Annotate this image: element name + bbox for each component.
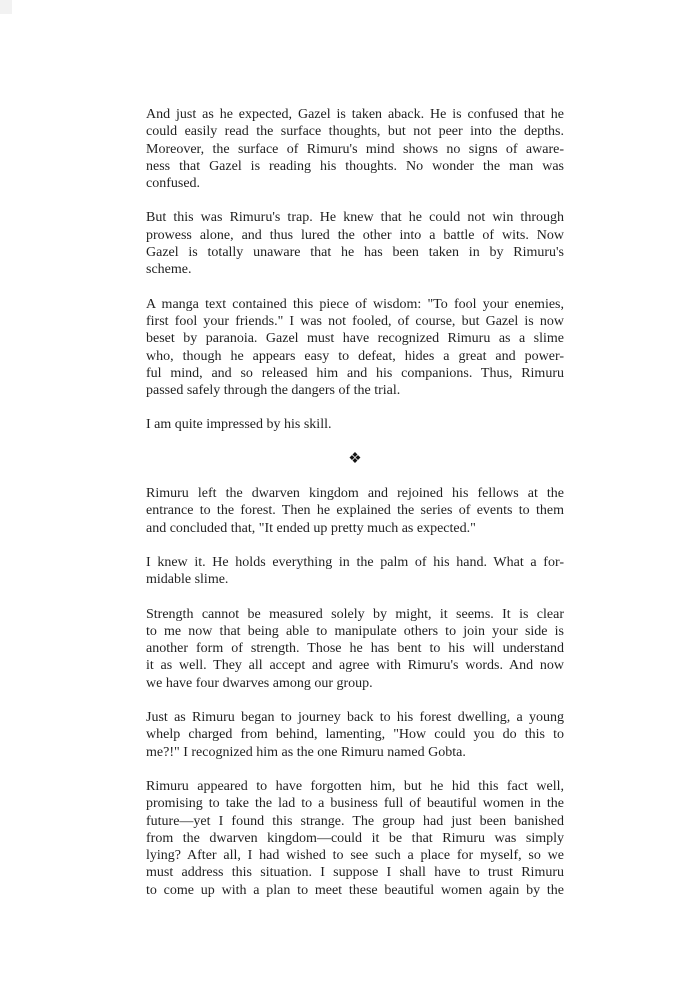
text-line: passed safely through the dangers of the trial. (146, 383, 401, 399)
text-line: first fool your friends." I was not fooled, of course, but Gazel is now (146, 313, 564, 329)
text-line: entrance to the forest. Then he explained the series of events to them (146, 503, 564, 519)
text-line: I am quite impressed by his skill. (146, 417, 332, 433)
text-line: from the dwarven kingdom—could it be that Rimuru was simply (146, 830, 564, 846)
text-line: and concluded that, "It ended up pretty much as expected." (146, 520, 476, 536)
text-line: we have four dwarves among our group. (146, 675, 373, 691)
paragraph (146, 416, 564, 433)
text-line: must address this situation. I suppose I shall have to trust Rimuru (146, 865, 564, 881)
text-line: confused. (146, 176, 201, 192)
text-line: But this was Rimuru's trap. He knew that he could not win through (146, 210, 564, 226)
corner-artifact (0, 0, 12, 14)
text-line: whelp charged from behind, lamenting, "How could you do this to (146, 727, 564, 743)
text-line: to me now that being able to manipulate others to join your side is (146, 623, 564, 639)
text-line: Rimuru appeared to have forgotten him, but he hid this fact well, (146, 778, 564, 794)
text-line: ful mind, and so released him and his companions. Thus, Rimuru (146, 365, 564, 381)
text-line: Just as Rimuru began to journey back to his forest dwelling, a young (146, 710, 564, 726)
text-line: Strength cannot be measured solely by might, it seems. It is clear (146, 606, 564, 622)
book-page-text (146, 106, 564, 916)
text-line: beset by paranoia. Gazel must have recognized Rimuru as a slime (146, 331, 564, 347)
paragraph (146, 778, 564, 899)
text-line: future—yet I found this strange. The group had just been banished (146, 813, 564, 829)
text-line: lying? After all, I had wished to see such a place for myself, so we (146, 848, 564, 864)
section-divider-ornament: ❖ (348, 450, 362, 467)
paragraph (146, 485, 564, 537)
paragraph (146, 296, 564, 400)
paragraph (146, 106, 564, 192)
text-line: A manga text contained this piece of wisdom: "To fool your enemies, (146, 296, 564, 312)
paragraph (146, 554, 564, 589)
text-line: And just as he expected, Gazel is taken aback. He is confused that he (146, 107, 564, 122)
text-line: it as well. They all accept and agree with Rimuru's words. And now (146, 658, 564, 674)
text-line: to come up with a plan to meet these beautiful women again by the (146, 882, 564, 898)
text-line: another form of strength. Those he has bent to his will understand (146, 641, 564, 657)
text-line: scheme. (146, 262, 192, 278)
text-line: Moreover, the surface of Rimuru's mind shows no signs of aware- (146, 141, 564, 157)
paragraph (146, 606, 564, 692)
text-line: me?!" I recognized him as the one Rimuru named Gobta. (146, 744, 466, 760)
text-line: promising to take the lad to a business full of beautiful women in the (146, 796, 564, 812)
text-line: who, though he appears easy to defeat, hides a great and power- (146, 348, 564, 364)
text-line: prowess alone, and thus lured the other into a battle of wits. Now (146, 227, 564, 243)
paragraph (146, 709, 564, 761)
text-line: could easily read the surface thoughts, but not peer into the depths. (146, 124, 564, 140)
text-line: midable slime. (146, 572, 229, 588)
paragraph (146, 209, 564, 278)
text-line: ness that Gazel is reading his thoughts. No wonder the man was (146, 158, 564, 174)
text-line: Rimuru left the dwarven kingdom and rejoined his fellows at the (146, 486, 564, 502)
text-line: Gazel is totally unaware that he has been taken in by Rimuru's (146, 245, 564, 261)
text-line: I knew it. He holds everything in the palm of his hand. What a for- (146, 554, 564, 570)
